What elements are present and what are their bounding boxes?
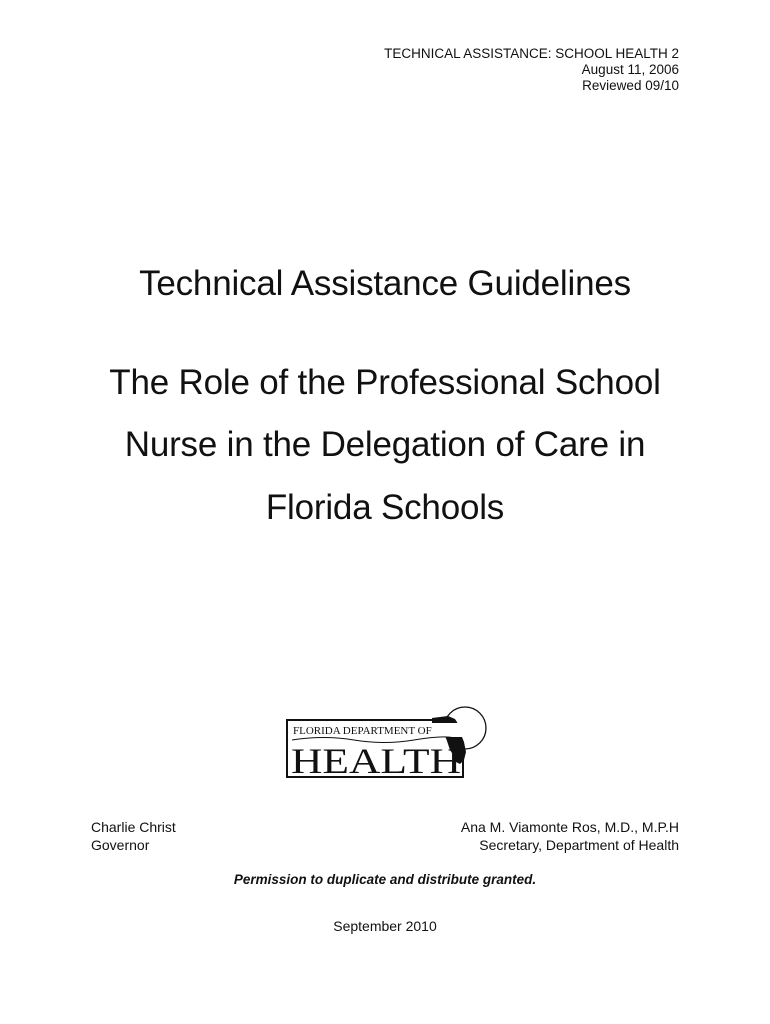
subtitle-line-3: Florida Schools [265,488,505,527]
issue-date: September 2010 [333,918,437,934]
governor-name: Charlie Christ [91,819,176,835]
header-reviewed: Reviewed 09/10 [582,78,679,93]
logo-top-text: FLORIDA DEPARTMENT OF [293,725,432,737]
signatory-secretary [461,818,679,854]
logo-main-text: HEALTH [291,741,461,780]
header-series: TECHNICAL ASSISTANCE: SCHOOL HEALTH 2 [384,46,679,61]
governor-title: Governor [91,837,150,853]
secretary-title: Secretary, Department of Health [479,837,679,853]
subtitle-line-1: The Role of the Professional School [109,363,661,402]
document-title: Technical Assistance Guidelines [139,264,631,303]
florida-department-of-health-logo [284,700,494,780]
document-header [384,46,679,94]
subtitle-line-2: Nurse in the Delegation of Care in [124,425,646,464]
signatory-governor [91,818,176,854]
secretary-name: Ana M. Viamonte Ros, M.D., M.P.H [460,819,679,835]
permission-statement: Permission to duplicate and distribute granted. [233,872,537,887]
header-date: August 11, 2006 [581,62,679,77]
